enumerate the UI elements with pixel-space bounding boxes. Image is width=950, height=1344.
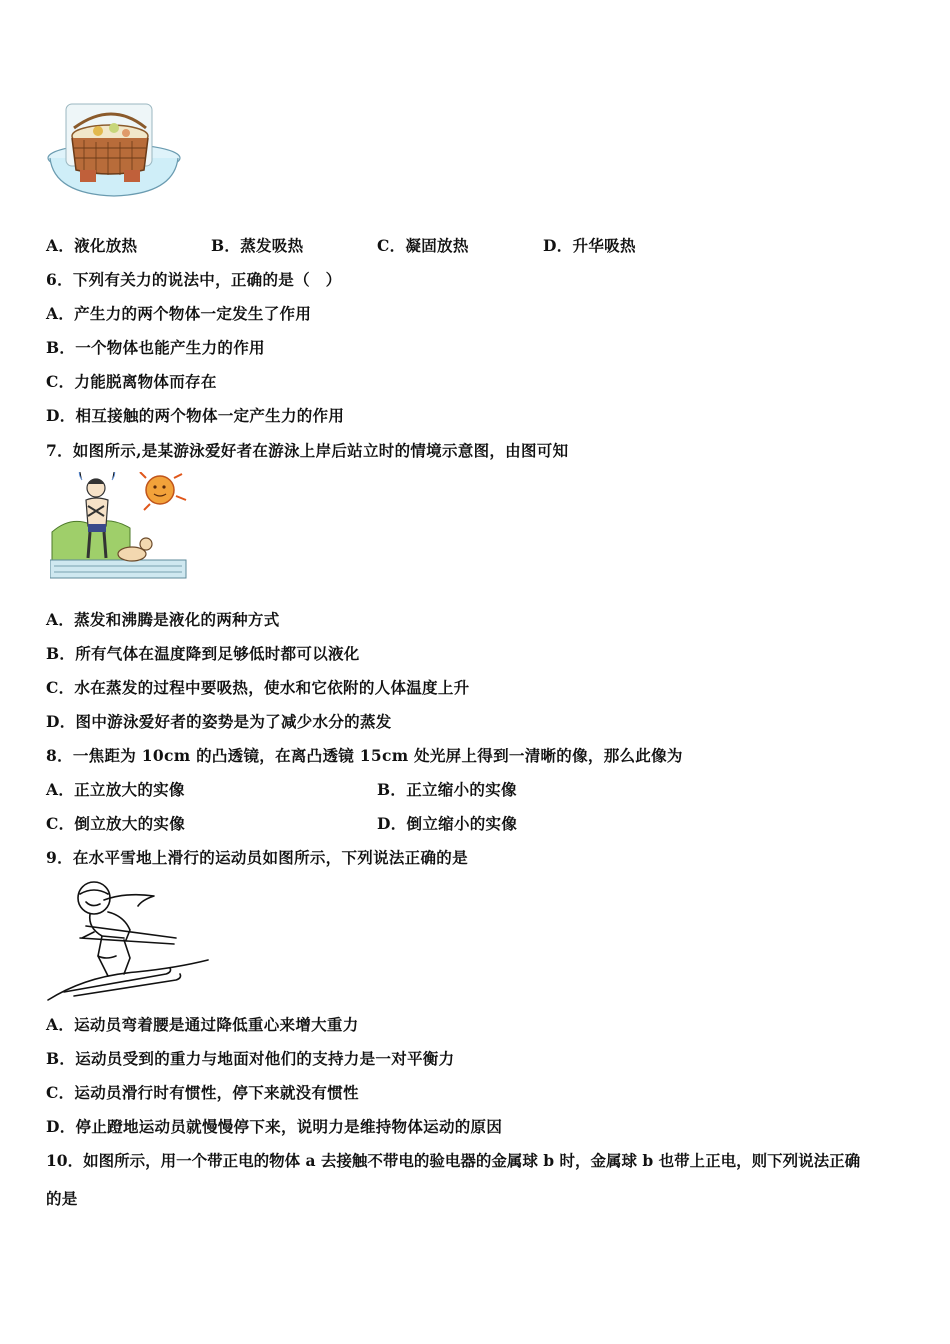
q5-option-b: B．蒸发吸热 <box>211 236 304 255</box>
q8-option-a: A．正立放大的实像 <box>46 780 185 799</box>
q8-option-b: B．正立缩小的实像 <box>377 780 517 799</box>
q9-option-a: A．运动员弯着腰是通过降低重心来增大重力 <box>46 1015 359 1034</box>
q6-option-a: A．产生力的两个物体一定发生了作用 <box>46 304 312 323</box>
q7-option-b: B．所有气体在温度降到足够低时都可以液化 <box>46 644 360 663</box>
q9-option-c: C．运动员滑行时有惯性，停下来就没有惯性 <box>46 1083 359 1102</box>
q5-option-c: C．凝固放热 <box>377 236 469 255</box>
q9-stem: 9．在水平雪地上滑行的运动员如图所示，下列说法正确的是 <box>46 848 468 867</box>
q6-option-b: B．一个物体也能产生力的作用 <box>46 338 265 357</box>
q10-stem-line2: 的是 <box>46 1189 78 1208</box>
q6-stem: 6．下列有关力的说法中，正确的是（ ） <box>46 270 342 289</box>
q5-option-a: A．液化放热 <box>46 236 138 255</box>
q8-option-c: C．倒立放大的实像 <box>46 814 186 833</box>
q10-stem-line1: 10．如图所示，用一个带正电的物体 a 去接触不带电的验电器的金属球 b 时，金属球 b 也带上正电，则下列说法正确 <box>46 1151 861 1170</box>
skier-figure <box>46 876 212 1004</box>
q6-option-d: D．相互接触的两个物体一定产生力的作用 <box>46 406 345 425</box>
q7-option-c: C．水在蒸发的过程中要吸热，使水和它依附的人体温度上升 <box>46 678 470 697</box>
q8-stem: 8．一焦距为 10cm 的凸透镜，在离凸透镜 15cm 处光屏上得到一清晰的像，那么此像为 <box>46 746 683 765</box>
swimmer-figure <box>50 472 190 586</box>
q9-option-b: B．运动员受到的重力与地面对他们的支持力是一对平衡力 <box>46 1049 455 1068</box>
basket-basin-figure <box>44 98 184 204</box>
q7-option-a: A．蒸发和沸腾是液化的两种方式 <box>46 610 280 629</box>
q7-stem: 7．如图所示,是某游泳爱好者在游泳上岸后站立时的情境示意图，由图可知 <box>46 441 569 460</box>
q6-option-c: C．力能脱离物体而存在 <box>46 372 217 391</box>
q8-option-d: D．倒立缩小的实像 <box>377 814 518 833</box>
q5-option-d: D．升华吸热 <box>543 236 636 255</box>
q9-option-d: D．停止蹬地运动员就慢慢停下来，说明力是维持物体运动的原因 <box>46 1117 503 1136</box>
q7-option-d: D．图中游泳爱好者的姿势是为了减少水分的蒸发 <box>46 712 392 731</box>
